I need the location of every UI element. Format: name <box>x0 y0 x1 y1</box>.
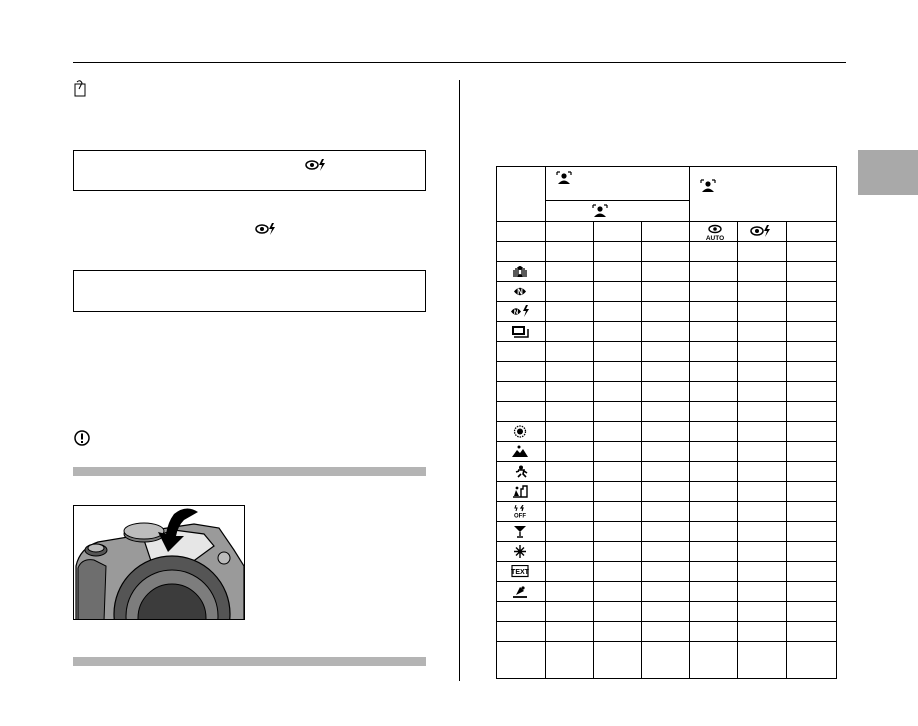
table-cell <box>787 302 837 322</box>
table-cell <box>738 602 787 622</box>
table-cell <box>546 462 594 482</box>
top-rule <box>73 62 846 63</box>
face-frame-icon <box>556 171 572 185</box>
table-row-mode-cell <box>496 342 546 362</box>
table-cell <box>787 322 837 342</box>
svg-text:OFF: OFF <box>514 513 526 518</box>
table-cell <box>690 482 738 502</box>
table-cell <box>546 242 594 262</box>
table-cell <box>738 462 787 482</box>
table-cell <box>594 542 642 562</box>
table-cell <box>594 642 642 679</box>
portrait-enhancer-icon <box>510 425 530 438</box>
table-cell <box>594 362 642 382</box>
table-cell <box>594 462 642 482</box>
table-cell <box>642 422 690 442</box>
table-cell <box>642 642 690 679</box>
table-cell <box>787 622 837 642</box>
table-row-mode-cell <box>496 622 546 642</box>
table-cell <box>642 542 690 562</box>
table-header-group-1 <box>496 166 546 222</box>
table-cell <box>738 402 787 422</box>
svg-text:AUTO: AUTO <box>706 235 724 242</box>
table-cell <box>738 382 787 402</box>
table-cell <box>690 402 738 422</box>
table-cell <box>546 602 594 622</box>
table-cell <box>690 462 738 482</box>
table-cell <box>546 402 594 422</box>
table-cell <box>738 242 787 262</box>
table-cell <box>594 382 642 402</box>
camera-photo <box>73 505 245 620</box>
sport-icon <box>510 465 530 478</box>
table-cell <box>642 622 690 642</box>
table-cell <box>546 582 594 602</box>
table-cell <box>690 322 738 342</box>
table-cell <box>690 302 738 322</box>
table-cell <box>738 442 787 462</box>
night-icon <box>510 485 530 498</box>
table-cell <box>594 242 642 262</box>
table-cell <box>546 322 594 342</box>
table-cell <box>787 462 837 482</box>
table-cell <box>787 482 837 502</box>
table-row-mode-cell <box>496 402 546 422</box>
table-cell <box>787 642 837 679</box>
table-cell <box>546 342 594 362</box>
table-cell <box>642 582 690 602</box>
section-bar <box>73 467 426 476</box>
svg-text:N: N <box>517 287 523 297</box>
table-cell <box>787 362 837 382</box>
table-cell <box>738 482 787 502</box>
table-cell <box>546 382 594 402</box>
table-cell <box>642 402 690 422</box>
beach-icon <box>510 585 530 598</box>
note-box-1 <box>73 150 426 191</box>
table-cell <box>642 242 690 262</box>
table-cell <box>690 242 738 262</box>
table-cell <box>642 602 690 622</box>
table-cell <box>738 322 787 342</box>
table-cell <box>690 422 738 442</box>
anti-blur-icon <box>510 265 530 278</box>
memo-icon <box>72 80 88 98</box>
text-icon <box>510 565 530 578</box>
table-cell <box>594 342 642 362</box>
table-cell <box>546 562 594 582</box>
table-cell <box>546 442 594 462</box>
fireworks-icon <box>510 505 530 518</box>
table-cell <box>738 542 787 562</box>
landscape-icon <box>510 445 530 458</box>
table-cell <box>690 382 738 402</box>
svg-text:TEXT: TEXT <box>511 569 529 576</box>
table-cell <box>690 622 738 642</box>
table-cell <box>642 282 690 302</box>
table-cell <box>546 522 594 542</box>
table-cell <box>690 342 738 362</box>
table-cell <box>594 602 642 622</box>
table-cell <box>787 382 837 402</box>
table-cell <box>642 562 690 582</box>
table-cell <box>546 262 594 282</box>
column-divider <box>459 80 460 681</box>
table-row-mode-cell <box>496 642 546 679</box>
table-row-mode-cell <box>496 362 546 382</box>
table-cell <box>738 422 787 442</box>
table-cell <box>690 282 738 302</box>
table-row-mode-cell <box>496 602 546 622</box>
caution-icon <box>74 430 90 446</box>
table-cell <box>546 642 594 679</box>
table-cell <box>787 222 837 242</box>
table-cell <box>546 422 594 442</box>
table-cell <box>546 222 594 242</box>
natural-light-icon <box>510 285 530 298</box>
table-cell <box>738 642 787 679</box>
table-cell <box>787 442 837 462</box>
table-cell <box>690 562 738 582</box>
red-eye-flash-icon <box>305 158 327 172</box>
table-cell <box>690 582 738 602</box>
section-bar <box>73 657 426 666</box>
table-cell <box>787 522 837 542</box>
table-cell <box>690 362 738 382</box>
table-cell <box>594 522 642 542</box>
table-cell <box>642 262 690 282</box>
table-cell <box>787 262 837 282</box>
table-cell <box>642 442 690 462</box>
table-cell <box>690 522 738 542</box>
table-cell <box>738 282 787 302</box>
table-cell <box>738 342 787 362</box>
note-box-2 <box>73 270 426 312</box>
table-cell <box>594 402 642 422</box>
table-cell <box>787 402 837 422</box>
table-cell <box>594 502 642 522</box>
table-cell <box>787 582 837 602</box>
table-cell <box>546 542 594 562</box>
table-cell <box>690 442 738 462</box>
table-cell <box>690 642 738 679</box>
table-cell <box>642 522 690 542</box>
table-cell <box>787 562 837 582</box>
table-cell <box>690 262 738 282</box>
table-cell <box>690 542 738 562</box>
table-cell <box>787 342 837 362</box>
table-cell <box>546 482 594 502</box>
table-cell <box>787 502 837 522</box>
chapter-tab <box>858 150 918 195</box>
table-cell <box>642 502 690 522</box>
red-eye-auto-icon <box>706 224 724 242</box>
table-cell <box>690 602 738 622</box>
table-cell <box>546 302 594 322</box>
table-cell <box>594 422 642 442</box>
table-row-mode-cell <box>496 222 546 242</box>
table-cell <box>787 282 837 302</box>
table-cell <box>738 502 787 522</box>
table-cell <box>594 622 642 642</box>
table-cell <box>546 622 594 642</box>
red-eye-flash-icon <box>255 222 277 236</box>
table-cell <box>546 502 594 522</box>
table-cell <box>642 362 690 382</box>
table-cell <box>738 522 787 542</box>
table-cell <box>594 482 642 502</box>
table-cell <box>738 562 787 582</box>
table-cell <box>642 342 690 362</box>
svg-text:N: N <box>513 310 519 316</box>
table-cell <box>642 462 690 482</box>
table-cell <box>594 562 642 582</box>
table-cell <box>642 302 690 322</box>
party-icon <box>510 525 530 538</box>
table-cell <box>594 262 642 282</box>
table-cell <box>594 302 642 322</box>
table-cell <box>594 222 642 242</box>
table-cell <box>642 382 690 402</box>
table-cell <box>642 322 690 342</box>
table-row-mode-cell <box>496 382 546 402</box>
table-header-group-1-sub <box>546 201 690 222</box>
table-cell <box>690 502 738 522</box>
table-cell <box>738 302 787 322</box>
high-speed-icon <box>510 325 530 338</box>
table-cell <box>738 622 787 642</box>
table-cell <box>594 582 642 602</box>
table-cell <box>787 242 837 262</box>
table-header-group-2 <box>690 166 837 222</box>
flash-mode-table <box>496 166 838 680</box>
table-cell <box>738 362 787 382</box>
face-frame-icon <box>592 204 608 218</box>
table-cell <box>546 282 594 302</box>
table-row-mode-cell <box>496 242 546 262</box>
table-cell <box>594 322 642 342</box>
table-cell <box>738 582 787 602</box>
face-frame-icon <box>700 179 716 193</box>
table-cell <box>642 222 690 242</box>
table-cell <box>594 442 642 462</box>
table-cell <box>546 362 594 382</box>
camera-flash-illustration <box>74 506 245 620</box>
natural-light-flash-icon <box>510 305 530 318</box>
flower-icon <box>510 545 530 558</box>
table-cell <box>642 482 690 502</box>
table-cell <box>787 542 837 562</box>
table-cell <box>738 262 787 282</box>
table-cell <box>594 282 642 302</box>
red-eye-flash-icon <box>750 224 772 238</box>
table-cell <box>787 602 837 622</box>
table-cell <box>787 422 837 442</box>
